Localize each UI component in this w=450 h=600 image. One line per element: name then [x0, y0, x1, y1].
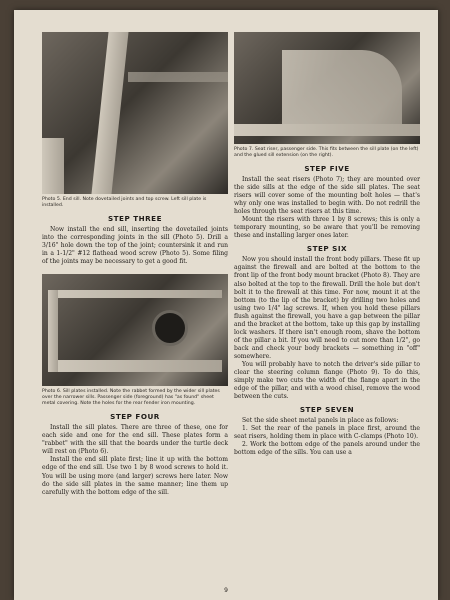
- photo-6-wheel: [152, 310, 188, 346]
- step-five-heading: STEP FIVE: [304, 164, 350, 173]
- photo-5-sill-board: [91, 32, 128, 194]
- photo-5-end-board: [42, 138, 64, 194]
- photo-6: [42, 274, 228, 386]
- step-seven-paragraph: 2. Work the bottom edge of the panels around under the bottom edge of the sills. You can use a: [234, 441, 420, 457]
- step-four-heading: STEP FOUR: [110, 412, 160, 422]
- step-seven-paragraph: 1. Set the rear of the panels in place first, around the seat risers, holding them in place with C-clamps (Photo 10).: [234, 425, 420, 441]
- photo-5: [42, 32, 228, 194]
- photo-7: [234, 32, 420, 144]
- step-six-heading: STEP SIX: [306, 244, 348, 254]
- step-three-heading: STEP THREE: [107, 214, 163, 223]
- step-seven-paragraph: Set the side sheet metal panels in place as follows:: [242, 417, 399, 425]
- step-seven-heading: STEP SEVEN: [299, 405, 355, 415]
- left-column: [42, 32, 228, 497]
- step-six-paragraph: You will probably have to notch the driver's side pillar to clear the steering column flange (Photo 9). To do this, simply make two cuts the width of the flange apart in the edge of the pillar, and with a wood chisel, remove the wood between the cuts.: [234, 360, 420, 401]
- step-three-paragraph: Now install the end sill, inserting the dovetailed joints into the corresponding joints in the sill (Photo 5). Drill a 3/16" hole down the top of the joint; countersink it and run in a 1-1/2" #12 flathead wood screw (Photo 5). Some filing of the joints may be necessary to get a good fit.: [42, 226, 228, 266]
- photo-6-caption: Photo 6. Sill plates installed. Note the rabbet formed by the wider sill plates over the narrower sills. Passenger side (foreground) has "as found" sheet metal covering. Note the holes for the rear fender iron mounting.: [42, 389, 220, 407]
- step-five-paragraph: Mount the risers with three 1 by 8 screws; this is only a temporary mounting, so be aware that you'll be removing these and installing larger ones later.: [234, 216, 420, 240]
- right-column: [234, 32, 420, 457]
- photo-5-plate: [128, 72, 228, 82]
- step-four-paragraph: Install the end sill plate first; line it up with the bottom edge of the end sill. Use two 1 by 8 wood screws to hold it. You will be using more (and larger) screws here later. Now do the side sill plates in the same manner; line them up carefully with the bottom edge of the sill.: [42, 456, 228, 496]
- step-four-paragraph: Install the sill plates. There are three of these, one for each side and one for the end sill. These plates form a "rabbet" with the sill that the boards under the turtle deck will rest on (Photo 6).: [42, 424, 228, 456]
- photo-6-end-sill: [48, 290, 58, 372]
- photo-6-far-sill: [48, 290, 222, 298]
- book-page: [14, 10, 438, 600]
- page-number: 9: [224, 587, 228, 594]
- photo-5-caption: Photo 5. End sill. Note dovetailed joints and top screw. Left sill plate is installed.: [42, 197, 207, 208]
- step-five-paragraph: Install the seat risers (Photo 7); they are mounted over the side sills at the edge of the side sill plates. The seat risers will cover some of the mounting bolt holes — that's why only one was installed to begin with. Do not redrill the holes through the seat risers at this time.: [234, 176, 420, 216]
- photo-7-sill: [234, 124, 420, 136]
- step-six-paragraph: Now you should install the front body pillars. These fit up against the firewall and are bolted at the bottom to the front lip of the front body mount bracket (Photo 8). They are also bolted at the top to the firewall. Drill the hole but don't bolt it to the firewall at this time. For now, mount it at the bottom (to the lip of the bracket) by drilling two holes and using two 1/4" lag screws. If, when you hold these pillars flush against the firewall, you have a gap between the pillar and the bracket at the bottom, take up this gap by installing lock washers. If there isn't enough room, shave the bottom of the pillar a bit. If you will need to cut more than 1/2", go back and check your body brackets — something in "off" somewhere.: [234, 256, 420, 360]
- photo-7-caption: Photo 7. Seat riser, passenger side. This fits between the sill plate (on the left) and the glued sill extension (on the right).: [234, 147, 419, 158]
- photo-6-near-sill: [48, 360, 222, 372]
